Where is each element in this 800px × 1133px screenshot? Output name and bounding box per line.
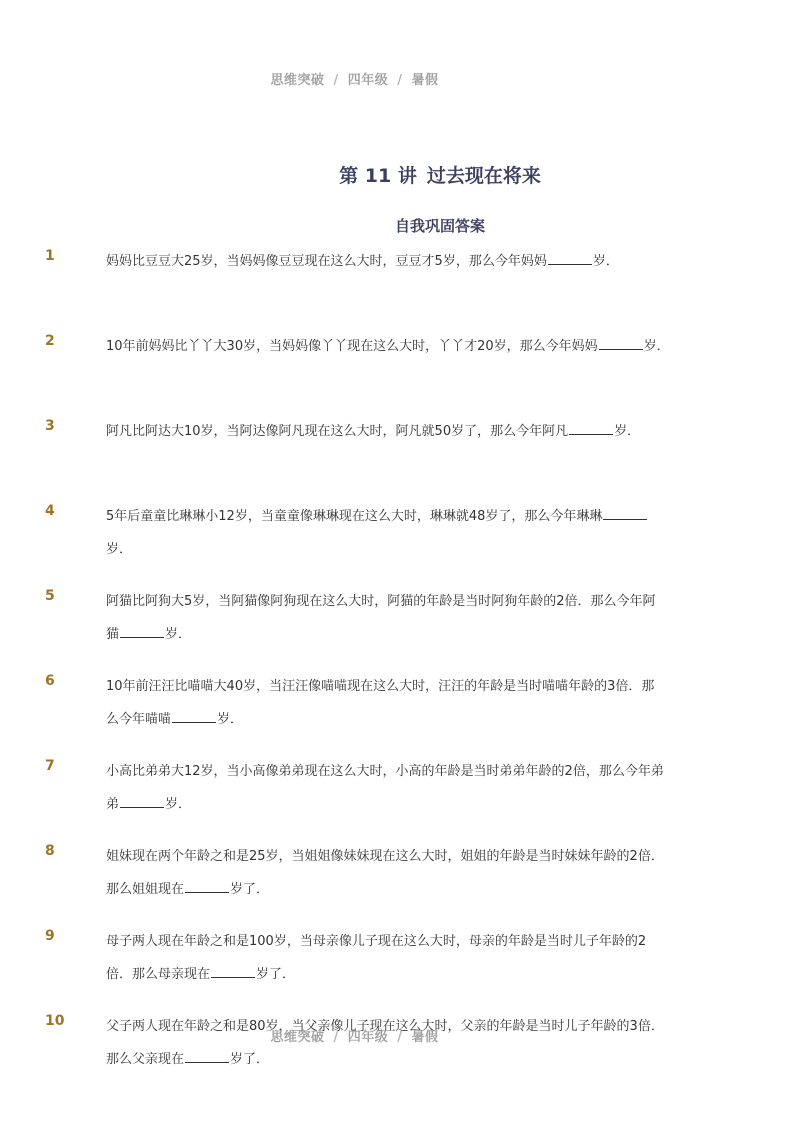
- question-number: 10: [45, 1013, 65, 1029]
- question-line: [106, 755, 720, 788]
- breadcrumb-subject: 思维突破: [270, 1030, 325, 1045]
- question-number: 2: [45, 333, 55, 349]
- question-number: 6: [45, 673, 55, 689]
- question-item: [0, 581, 800, 666]
- section-title: 自我巩固答案: [394, 217, 485, 235]
- lecture-number: 第 11 讲: [339, 165, 417, 187]
- question-line-text: 小高比弟弟大12岁，当小高像弟弟现在这么大时，小高的年龄是当时弟弟年龄的2倍，那么今年弟: [106, 764, 664, 779]
- question-line-text: 岁．: [106, 542, 133, 557]
- question-line-text: 猫: [106, 627, 120, 642]
- question-line-text: 妈妈比豆豆大25岁，当妈妈像豆豆现在这么大时，豆豆才5岁，那么今年妈妈: [106, 254, 547, 269]
- question-line: [106, 245, 720, 278]
- question-number: 5: [45, 588, 55, 604]
- question-item: [0, 411, 800, 496]
- question-line: [106, 1043, 720, 1076]
- question-item: [0, 921, 800, 1006]
- question-line: [106, 840, 720, 873]
- question-number: 1: [45, 248, 55, 264]
- question-line: [106, 500, 720, 533]
- question-line-text: 弟: [106, 797, 120, 812]
- question-number: 7: [45, 758, 55, 774]
- question-text: [106, 755, 720, 821]
- breadcrumb-separator: /: [397, 73, 403, 88]
- lecture-title: [240, 161, 640, 188]
- question-line-text: 那么姐姐现在: [106, 882, 185, 897]
- question-text: [106, 585, 720, 651]
- breadcrumb-grade: 四年级: [347, 73, 389, 88]
- question-text: [106, 925, 720, 991]
- question-line: [106, 873, 720, 906]
- answer-blank: [211, 963, 255, 978]
- question-number: 9: [45, 928, 55, 944]
- lecture-name: 过去现在将来: [426, 165, 541, 187]
- breadcrumb-grade: 四年级: [347, 1030, 389, 1045]
- question-line-text: 姐妹现在两个年龄之和是25岁，当姐姐像妹妹现在这么大时，姐姐的年龄是当时妹妹年龄的2倍．: [106, 849, 664, 864]
- question-line: [106, 703, 720, 736]
- breadcrumb-separator: /: [397, 1030, 403, 1045]
- question-text: [106, 840, 720, 906]
- question-line-text: 么今年喵喵: [106, 712, 172, 727]
- question-text: [106, 500, 720, 566]
- question-text: [106, 670, 720, 736]
- answer-blank: [599, 335, 643, 350]
- question-line-text: 岁．: [614, 424, 641, 439]
- question-number: 3: [45, 418, 55, 434]
- question-text: [106, 415, 720, 448]
- question-item: [0, 241, 800, 326]
- question-line: [106, 618, 720, 651]
- page-header-breadcrumb: [0, 69, 709, 88]
- page-footer-breadcrumb: [0, 1026, 709, 1045]
- question-line-text: 岁了．: [256, 967, 296, 982]
- answer-blank: [185, 1048, 229, 1063]
- question-line: [106, 958, 720, 991]
- question-line-text: 10年前妈妈比丫丫大30岁，当妈妈像丫丫现在这么大时，丫丫才20岁，那么今年妈妈: [106, 339, 598, 354]
- answer-blank: [548, 250, 592, 265]
- breadcrumb-term: 暑假: [411, 1030, 439, 1045]
- breadcrumb-term: 暑假: [411, 73, 439, 88]
- question-line: [106, 415, 720, 448]
- question-line: [106, 788, 720, 821]
- breadcrumb-separator: /: [333, 73, 339, 88]
- question-line: [106, 670, 720, 703]
- question-text: [106, 245, 720, 278]
- question-line-text: 阿凡比阿达大10岁，当阿达像阿凡现在这么大时，阿凡就50岁了，那么今年阿凡: [106, 424, 569, 439]
- question-line-text: 母子两人现在年龄之和是100岁，当母亲像儿子现在这么大时，母亲的年龄是当时儿子年龄的2: [106, 934, 647, 949]
- question-item: [0, 666, 800, 751]
- question-line-text: 父子两人现在年龄之和是80岁，当父亲像儿子现在这么大时，父亲的年龄是当时儿子年龄的3倍．: [106, 1019, 664, 1034]
- answer-blank: [569, 420, 613, 435]
- question-line: [106, 585, 720, 618]
- question-line: [106, 330, 720, 363]
- question-line-text: 岁．: [592, 254, 619, 269]
- question-item: [0, 326, 800, 411]
- answer-blank: [120, 623, 164, 638]
- question-line-text: 10年前汪汪比喵喵大40岁，当汪汪像喵喵现在这么大时，汪汪的年龄是当时喵喵年龄的3倍．那: [106, 679, 655, 694]
- breadcrumb-separator: /: [333, 1030, 339, 1045]
- question-line-text: 岁了．: [230, 882, 270, 897]
- answer-blank: [120, 793, 164, 808]
- question-item: [0, 836, 800, 921]
- answer-blank: [603, 505, 647, 520]
- question-list: [0, 241, 800, 1091]
- question-item: [0, 1006, 800, 1091]
- question-line-text: 岁了．: [230, 1052, 270, 1067]
- question-number: 8: [45, 843, 55, 859]
- question-number: 4: [45, 503, 55, 519]
- question-line-text: 岁．: [165, 627, 192, 642]
- question-line-text: 那么父亲现在: [106, 1052, 185, 1067]
- question-line-text: 5年后童童比琳琳小12岁，当童童像琳琳现在这么大时，琳琳就48岁了，那么今年琳琳: [106, 509, 603, 524]
- answer-blank: [172, 708, 216, 723]
- question-item: [0, 751, 800, 836]
- question-text: [106, 330, 720, 363]
- question-line-text: 倍．那么母亲现在: [106, 967, 211, 982]
- question-line-text: 岁．: [217, 712, 244, 727]
- answer-blank: [185, 878, 229, 893]
- question-line-text: 阿猫比阿狗大5岁，当阿猫像阿狗现在这么大时，阿猫的年龄是当时阿狗年龄的2倍．那么今年阿: [106, 594, 656, 609]
- question-line-text: 岁．: [643, 339, 670, 354]
- question-line: [106, 925, 720, 958]
- question-item: [0, 496, 800, 581]
- question-line-text: 岁．: [165, 797, 192, 812]
- question-line: [106, 533, 720, 566]
- breadcrumb-subject: 思维突破: [270, 73, 325, 88]
